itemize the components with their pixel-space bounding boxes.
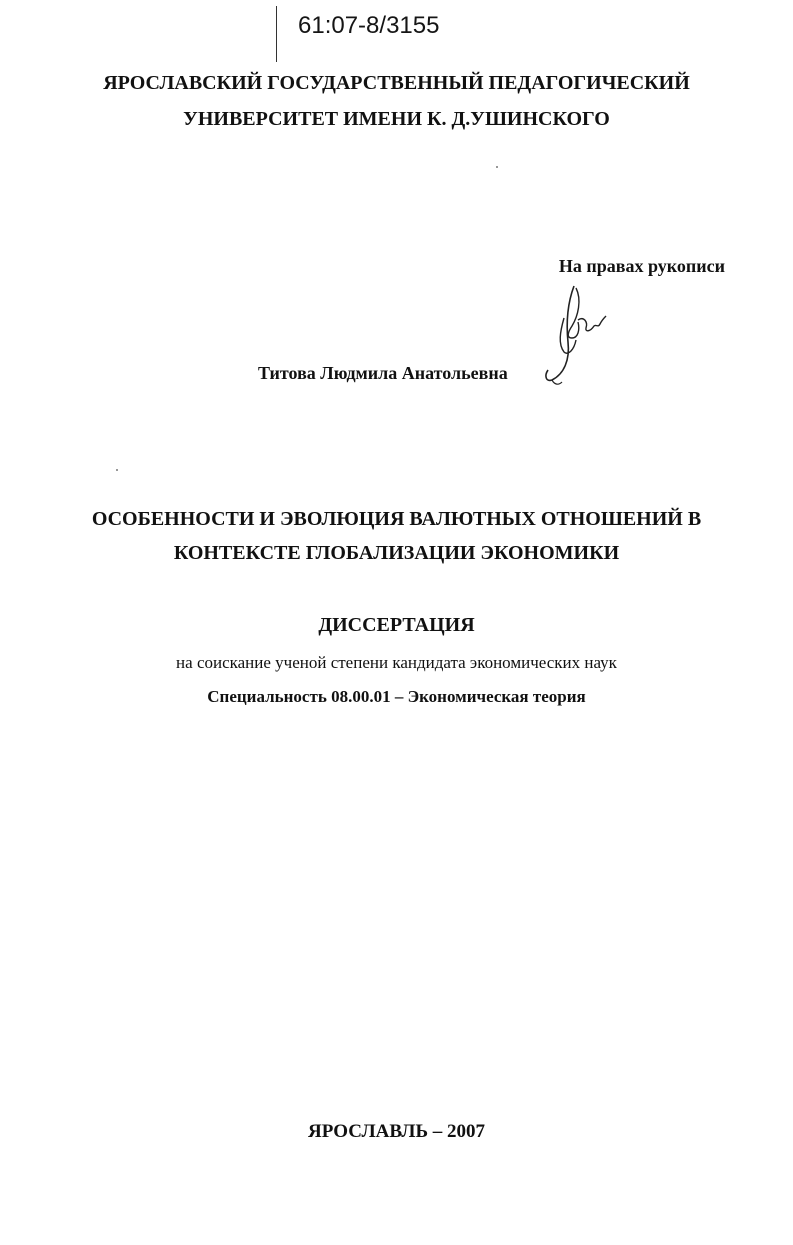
signature-icon — [538, 282, 608, 386]
catalog-number: 61:07-8/3155 — [298, 12, 440, 39]
university-name-line-2: УНИВЕРСИТЕТ ИМЕНИ К. Д.УШИНСКОГО — [183, 108, 610, 130]
margin-mark — [276, 6, 277, 62]
scan-speck — [496, 166, 498, 168]
specialty-line: Специальность 08.00.01 – Экономическая теория — [207, 687, 586, 706]
place-and-year: ЯРОСЛАВЛЬ – 2007 — [307, 1121, 486, 1142]
dissertation-title-line-1: ОСОБЕННОСТИ И ЭВОЛЮЦИЯ ВАЛЮТНЫХ ОТНОШЕНИЙ В — [91, 508, 702, 530]
dissertation-title-line-2: КОНТЕКСТЕ ГЛОБАЛИЗАЦИИ ЭКОНОМИКИ — [173, 542, 620, 564]
university-name-line-1: ЯРОСЛАВСКИЙ ГОСУДАРСТВЕННЫЙ ПЕДАГОГИЧЕСКИЙ — [103, 72, 690, 94]
work-type: ДИССЕРТАЦИЯ — [318, 614, 475, 636]
author-name: Титова Людмила Анатольевна — [258, 363, 508, 383]
manuscript-note: На правах рукописи — [558, 256, 725, 276]
degree-line: на соискание ученой степени кандидата экономических наук — [176, 653, 617, 672]
scan-speck — [116, 469, 118, 471]
